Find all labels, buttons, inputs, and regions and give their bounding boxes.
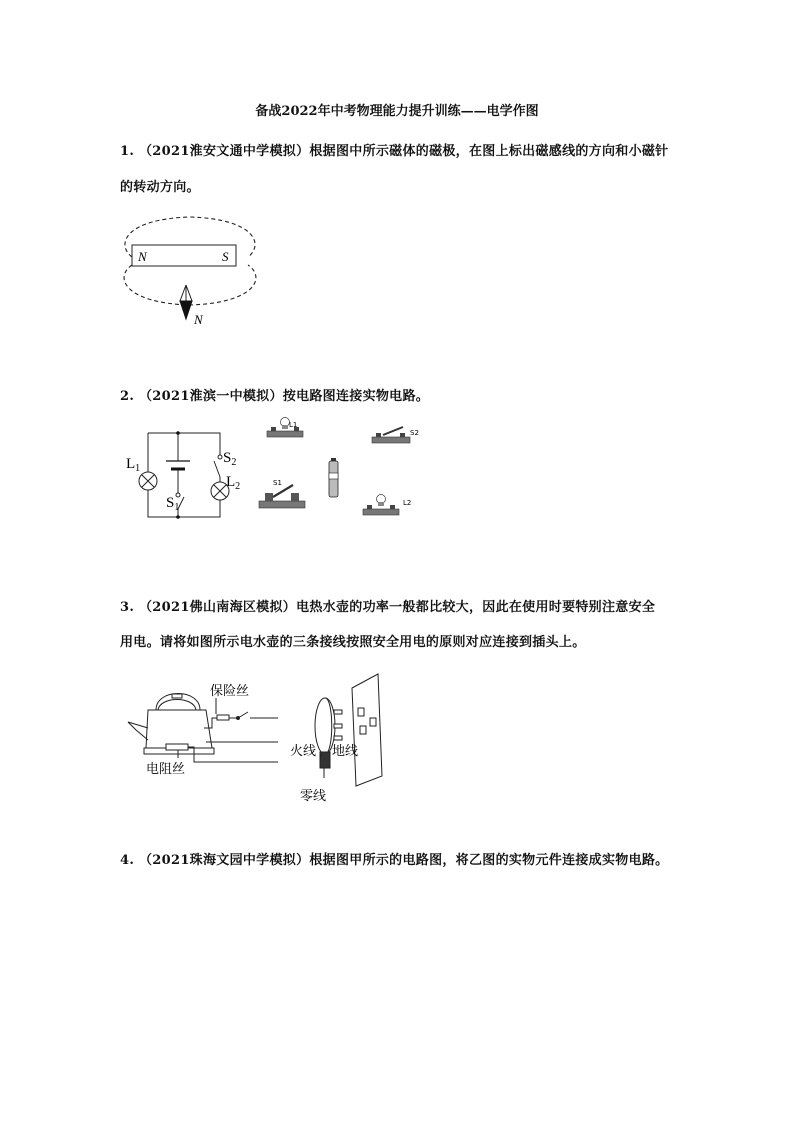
- compass-needle-north: [180, 301, 192, 319]
- plug: [315, 698, 342, 778]
- wall-socket: [352, 674, 382, 786]
- magnet-n-pole: N: [138, 249, 147, 264]
- component-lamp-l1: [267, 418, 303, 438]
- switch-s1-label: $S_1$: [166, 495, 180, 513]
- l1-part-label: L1: [289, 421, 298, 429]
- bar-magnet: [132, 245, 236, 266]
- component-battery: [329, 458, 338, 497]
- l2-part-label: L2: [403, 499, 412, 507]
- circuit-diagram: [120, 425, 250, 525]
- physical-components: [255, 415, 425, 525]
- magnet-figure: [110, 205, 270, 330]
- component-switch-s1: [259, 479, 305, 508]
- switch-s2-label: $S_2$: [223, 450, 237, 468]
- needle-n-label: N: [194, 312, 203, 327]
- needle-top-left: [186, 285, 192, 301]
- s2-part-label: S2: [410, 429, 419, 437]
- question-3-text-cont: 用电。请将如图所示电水壶的三条接线按照安全用电的原则对应连接到插头上。: [120, 635, 586, 650]
- lamp-l2-label: $L_2$: [226, 474, 241, 492]
- component-switch-s2: [372, 427, 419, 443]
- kettle-plug-figure: [120, 670, 390, 810]
- neutral-wire-label: 零线: [300, 789, 327, 804]
- fuse-symbol: [217, 715, 229, 720]
- resistor-label: 电阻丝: [146, 762, 186, 777]
- component-lamp-l2: [363, 495, 411, 516]
- question-1-text-cont: 的转动方向。: [120, 180, 200, 195]
- question-2-text: 2. （2021淮滨一中模拟）按电路图连接实物电路。: [120, 389, 430, 404]
- fuse-label: 保险丝: [210, 684, 250, 699]
- question-1-text: 1. （2021淮安文通中学模拟）根据图中所示磁体的磁极，在图上标出磁感线的方向和小磁针: [120, 144, 669, 159]
- live-wire-label: 火线: [290, 744, 317, 759]
- s1-part-label: S1: [273, 479, 282, 487]
- question-4-text: 4. （2021珠海文园中学模拟）根据图甲所示的电路图，将乙图的实物元件连接成实物电路。: [120, 853, 669, 868]
- needle-top-right: [180, 285, 186, 301]
- switch-s2-symbol: [214, 461, 220, 477]
- earth-wire-label: 地线: [332, 744, 359, 759]
- lamp-l1-label: $L_1$: [126, 456, 141, 474]
- magnet-s-pole: S: [222, 249, 229, 264]
- page-title: 备战2022年中考物理能力提升训练——电学作图: [255, 104, 539, 119]
- question-3-text: 3. （2021佛山南海区模拟）电热水壶的功率一般都比较大，因此在使用时要特别注意安全: [120, 600, 656, 615]
